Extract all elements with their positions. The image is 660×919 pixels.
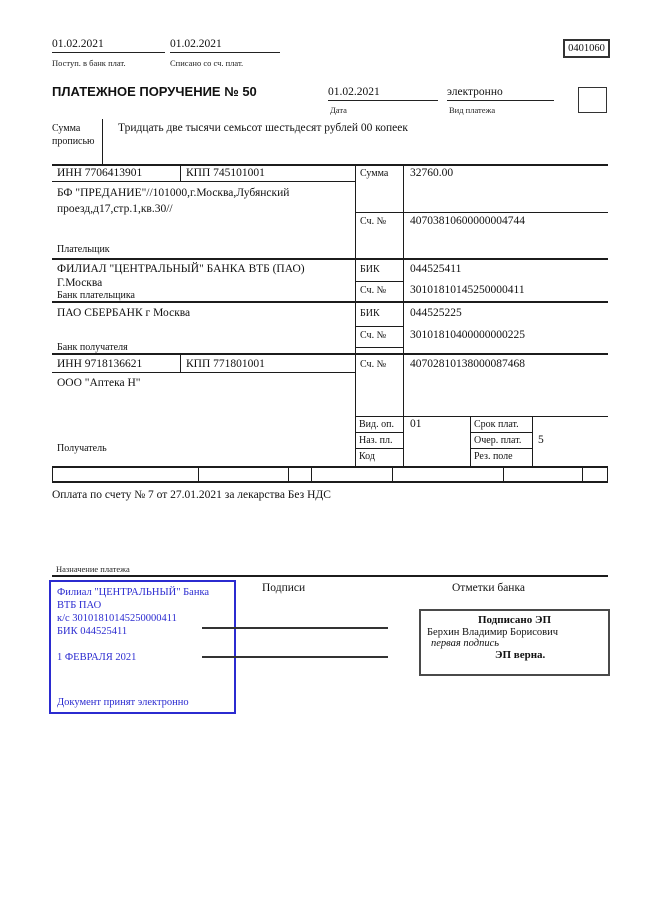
kod-label: Код <box>359 451 375 462</box>
payee-account-label: Сч. № <box>360 359 387 370</box>
esignature-box <box>419 609 610 676</box>
table-line <box>582 468 583 481</box>
debited-date: 01.02.2021 <box>170 38 280 53</box>
table-line <box>52 164 608 166</box>
stamp-accepted-text: Документ принят электронно <box>57 697 189 708</box>
amount-value: 32760.00 <box>410 167 454 179</box>
ocher-plat-label: Очер. плат. <box>474 435 522 446</box>
payer-account-value: 40703810600000004744 <box>410 215 525 227</box>
debited-date-label: Списано со сч. плат. <box>170 58 244 68</box>
purpose-label: Назначение платежа <box>56 564 130 574</box>
received-date: 01.02.2021 <box>52 38 165 53</box>
payee-inn: ИНН 9718136621 <box>57 358 143 370</box>
table-line <box>180 355 181 373</box>
esign-signer-name: Берхин Владимир Борисович <box>427 627 558 638</box>
payee-bank-bik-label: БИК <box>360 308 380 319</box>
stamp-blank-line <box>57 638 232 651</box>
divider <box>102 119 103 165</box>
payer-section-label: Плательщик <box>57 244 110 255</box>
document-title: ПЛАТЕЖНОЕ ПОРУЧЕНИЕ № 50 <box>52 84 257 99</box>
payer-bank-section-label: Банк плательщика <box>57 290 135 301</box>
vid-op-label: Вид. оп. <box>359 419 394 430</box>
stamp-line: Филиал "ЦЕНТРАЛЬНЫЙ" Банка <box>57 587 210 598</box>
extra-fields-row <box>52 466 608 483</box>
payer-kpp: КПП 745101001 <box>186 167 265 179</box>
table-line <box>180 166 181 182</box>
srok-plat-label: Срок плат. <box>474 419 519 430</box>
stamp-line: к/с 30101810145250000411 <box>57 613 177 624</box>
payee-kpp: КПП 771801001 <box>186 358 265 370</box>
signature-line <box>202 627 388 629</box>
table-line <box>470 416 471 466</box>
amount-words-value: Тридцать две тысячи семьсот шестьдесят рублей 00 копеек <box>118 122 408 134</box>
table-line <box>392 468 393 481</box>
payee-bank-section-label: Банк получателя <box>57 342 128 353</box>
table-line <box>470 448 532 449</box>
form-code-box: 0401060 <box>563 39 610 58</box>
esign-title: Подписано ЭП <box>477 614 552 626</box>
document-date: 01.02.2021 <box>328 86 438 101</box>
payer-name: БФ "ПРЕДАНИЕ"//101000,г.Москва,Лубянский проезд,д17,стр.1,кв.30// <box>57 187 290 215</box>
payee-bank-bik-value: 044525225 <box>410 307 462 319</box>
table-line <box>355 347 403 348</box>
payer-bank-account-label: Сч. № <box>360 285 387 296</box>
table-line <box>355 281 403 282</box>
table-line <box>355 416 608 417</box>
vid-op-value: 01 <box>410 418 422 430</box>
table-line <box>198 468 199 481</box>
signature-line <box>202 656 388 658</box>
payee-bank-account-label: Сч. № <box>360 330 387 341</box>
table-line <box>52 372 355 373</box>
payment-purpose: Оплата по счету № 7 от 27.01.2021 за лекарства Без НДС <box>52 489 331 501</box>
table-line <box>532 416 533 466</box>
payer-bank-name-line1: ФИЛИАЛ "ЦЕНТРАЛЬНЫЙ" БАНКА ВТБ (ПАО) <box>57 263 305 275</box>
payee-name: ООО "Аптека Н" <box>57 377 141 389</box>
table-line <box>355 212 608 213</box>
payer-bank-name-line2: Г.Москва <box>57 277 103 289</box>
stamp-date: 1 ФЕВРАЛЯ 2021 <box>57 652 137 663</box>
document-date-label: Дата <box>330 105 347 115</box>
status-box <box>578 87 607 113</box>
payer-account-label: Сч. № <box>360 216 387 227</box>
table-line <box>52 181 355 182</box>
table-line <box>355 432 403 433</box>
naz-pl-label: Наз. пл. <box>359 435 393 446</box>
payee-bank-account-value: 30101810400000000225 <box>410 329 525 341</box>
table-line <box>355 164 356 466</box>
table-line <box>52 353 608 355</box>
received-date-label: Поступ. в банк плат. <box>52 58 126 68</box>
stamp-line: БИК 044525411 <box>57 626 128 637</box>
table-line <box>311 468 312 481</box>
esign-subtitle: первая подпись <box>431 638 500 649</box>
payee-section-label: Получатель <box>57 443 107 454</box>
esign-verified: ЭП верна. <box>495 649 546 661</box>
amount-words-label: Сумма прописью <box>52 123 95 147</box>
rez-pole-label: Рез. поле <box>474 451 513 462</box>
payer-bank-bik-value: 044525411 <box>410 263 462 275</box>
amount-cell-label: Сумма <box>360 168 389 179</box>
payment-kind: электронно <box>447 86 554 101</box>
table-line <box>503 468 504 481</box>
payer-bank-bik-label: БИК <box>360 264 380 275</box>
payer-inn: ИНН 7706413901 <box>57 167 143 179</box>
table-line <box>288 468 289 481</box>
payment-kind-label: Вид платежа <box>449 105 496 115</box>
signatures-header: Подписи <box>262 582 306 594</box>
table-line <box>470 432 532 433</box>
table-line <box>403 164 404 466</box>
bank-acceptance-stamp <box>49 580 236 714</box>
payee-account-value: 40702810138000087468 <box>410 358 525 370</box>
table-line <box>52 575 608 577</box>
table-line <box>52 301 608 303</box>
table-line <box>52 258 608 260</box>
bank-marks-header: Отметки банка <box>452 582 525 594</box>
payee-bank-name: ПАО СБЕРБАНК г Москва <box>57 307 191 319</box>
ocher-plat-value: 5 <box>538 434 544 446</box>
table-line <box>355 448 403 449</box>
table-line <box>355 326 403 327</box>
payer-bank-account-value: 30101810145250000411 <box>410 284 525 296</box>
stamp-line: ВТБ ПАО <box>57 600 102 611</box>
